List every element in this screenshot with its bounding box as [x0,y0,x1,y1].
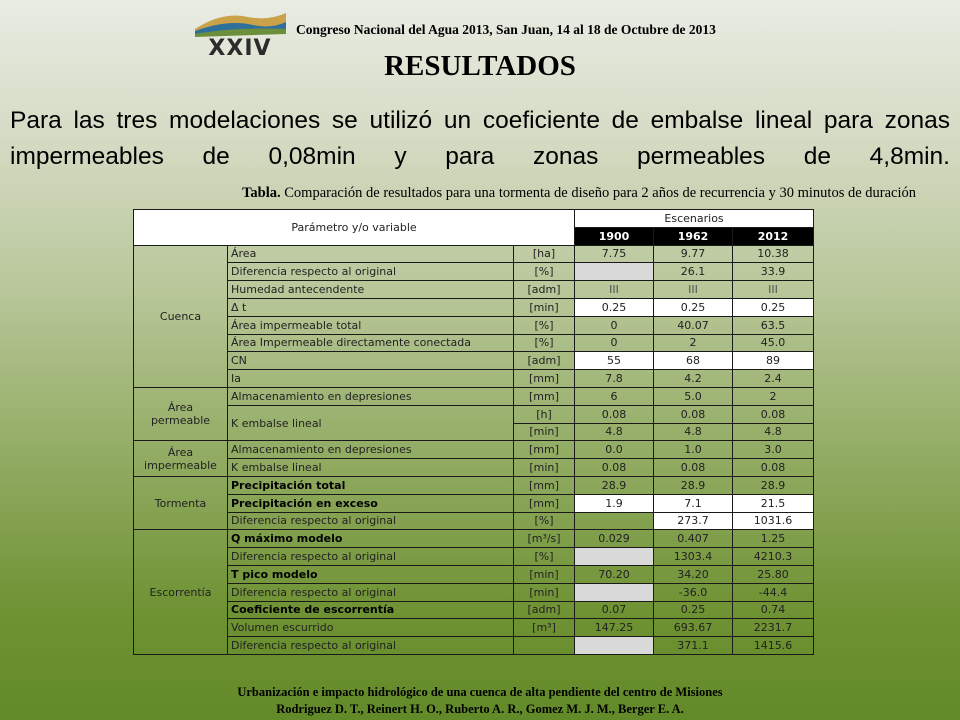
row-label: Área impermeable total [228,316,514,334]
caption-text: Comparación de resultados para una tormenta de diseño para 2 años de recurrencia y 30 minutos de duración [284,185,916,201]
results-table [133,209,814,655]
row-label: Q máximo modelo [228,530,514,548]
table-header-row [134,210,814,228]
value-1962: 28.9 [654,476,733,494]
footer-title: Urbanización e impacto hidrológico de una cuenca de alta pendiente del centro de Misiones [237,685,723,699]
value-1900: 7.8 [575,370,654,388]
row-label: Diferencia respecto al original [228,637,514,655]
table-row [134,494,814,512]
value-2012: 0.74 [733,601,814,619]
value-1900: 55 [575,352,654,370]
value-1962: 693.67 [654,619,733,637]
value-2012: 45.0 [733,334,814,352]
value-1962: 7.1 [654,494,733,512]
value-2012: 89 [733,352,814,370]
value-1900: 0.25 [575,298,654,316]
caption-label: Tabla. [242,185,281,201]
row-label: T pico modelo [228,565,514,583]
value-1900: 0.07 [575,601,654,619]
row-label: Área Impermeable directamente conectada [228,334,514,352]
table-row [134,405,814,423]
row-unit: [mm] [514,476,575,494]
year-2012-header: 2012 [733,227,814,245]
value-2012: 0.25 [733,298,814,316]
table-row [134,583,814,601]
value-1962: 273.7 [654,512,733,530]
value-1962: 5.0 [654,387,733,405]
value-1900: 0 [575,316,654,334]
value-2012: 0.08 [733,405,814,423]
table-row [134,298,814,316]
group-cuenca: Cuenca [134,245,228,387]
value-1962: 0.25 [654,601,733,619]
row-label: CN [228,352,514,370]
table-row [134,441,814,459]
row-label: Almacenamiento en depresiones [228,387,514,405]
value-1900: 0.08 [575,405,654,423]
row-label: K embalse lineal [228,459,514,477]
table-row [134,459,814,477]
value-2012: 63.5 [733,316,814,334]
conference-title: Congreso Nacional del Agua 2013, San Juan, 14 al 18 de Octubre de 2013 [296,22,716,37]
row-label: Humedad antecendente [228,281,514,299]
value-1900: 7.75 [575,245,654,263]
value-2012: 4.8 [733,423,814,441]
row-label: Volumen escurrido [228,619,514,637]
group-area-permeable: Área permeable [134,387,228,440]
value-1900: 0 [575,334,654,352]
value-2012: 1.25 [733,530,814,548]
value-2012: 2 [733,387,814,405]
value-2012: 4210.3 [733,548,814,566]
table-row [134,601,814,619]
value-1900: 6 [575,387,654,405]
table-row [134,565,814,583]
table-row [134,352,814,370]
value-1962: III [654,281,733,299]
row-unit: [min] [514,565,575,583]
value-1962: 40.07 [654,316,733,334]
value-1900: 0.029 [575,530,654,548]
value-1962: -36.0 [654,583,733,601]
group-area-impermeable: Área impermeable [134,441,228,477]
row-label: Precipitación en exceso [228,494,514,512]
page-title: RESULTADOS [384,50,576,82]
table-row [134,334,814,352]
row-unit: [%] [514,334,575,352]
year-1962-header: 1962 [654,227,733,245]
scenarios-header: Escenarios [575,210,814,228]
row-label: Almacenamiento en depresiones [228,441,514,459]
row-unit: [%] [514,548,575,566]
value-1962: 0.407 [654,530,733,548]
value-2012: 28.9 [733,476,814,494]
value-2012: -44.4 [733,583,814,601]
value-1962: 26.1 [654,263,733,281]
row-unit: [mm] [514,441,575,459]
table-row [134,387,814,405]
table-row [134,245,814,263]
row-label: Diferencia respecto al original [228,263,514,281]
row-label: Área [228,245,514,263]
row-unit: [mm] [514,387,575,405]
value-1962: 34.20 [654,565,733,583]
row-unit: [ha] [514,245,575,263]
table-row [134,281,814,299]
table-row [134,316,814,334]
value-1900: 28.9 [575,476,654,494]
param-header: Parámetro y/o variable [134,210,575,246]
value-1962: 68 [654,352,733,370]
value-1962: 0.08 [654,405,733,423]
row-unit: [mm] [514,494,575,512]
table-row [134,637,814,655]
value-1962: 1303.4 [654,548,733,566]
row-unit: [min] [514,423,575,441]
row-unit: [%] [514,263,575,281]
table-row [134,263,814,281]
row-label: Coeficiente de escorrentía [228,601,514,619]
value-1900: 1.9 [575,494,654,512]
value-2012: 3.0 [733,441,814,459]
value-2012: 10.38 [733,245,814,263]
row-unit: [min] [514,583,575,601]
group-tormenta: Tormenta [134,476,228,529]
table-row [134,370,814,388]
table-row [134,619,814,637]
row-label: Precipitación total [228,476,514,494]
table-row [134,548,814,566]
value-2012: 1415.6 [733,637,814,655]
row-unit: [m³/s] [514,530,575,548]
group-escorrentia: Escorrentía [134,530,228,655]
value-1900: 0.0 [575,441,654,459]
value-1900 [575,548,654,566]
value-1962: 9.77 [654,245,733,263]
value-1962: 4.8 [654,423,733,441]
footer-authors: Rodriguez D. T., Reinert H. O., Ruberto A. R., Gomez M. J. M., Berger E. A. [276,702,684,716]
value-1900 [575,512,654,530]
row-label: Δ t [228,298,514,316]
value-2012: 0.08 [733,459,814,477]
logo-text: XXIV [208,36,272,57]
row-unit: [h] [514,405,575,423]
year-1900-header: 1900 [575,227,654,245]
value-1900 [575,263,654,281]
value-1900: 147.25 [575,619,654,637]
value-1962: 371.1 [654,637,733,655]
value-1962: 1.0 [654,441,733,459]
row-unit: [%] [514,512,575,530]
row-label: Ia [228,370,514,388]
table-row [134,476,814,494]
value-2012: III [733,281,814,299]
value-1900 [575,583,654,601]
value-1900 [575,637,654,655]
table-row [134,512,814,530]
row-label: Diferencia respecto al original [228,512,514,530]
value-2012: 1031.6 [733,512,814,530]
value-2012: 21.5 [733,494,814,512]
value-1900: 4.8 [575,423,654,441]
value-1962: 0.25 [654,298,733,316]
value-2012: 2231.7 [733,619,814,637]
value-2012: 2.4 [733,370,814,388]
row-unit: [min] [514,459,575,477]
value-1962: 2 [654,334,733,352]
value-1900: III [575,281,654,299]
row-unit: [adm] [514,601,575,619]
intro-paragraph: Para las tres modelaciones se utilizó un coeficiente de embalse lineal para zonas impermeables de 0,08min y para zonas permeables de 4,8min. [10,107,950,170]
value-1962: 0.08 [654,459,733,477]
value-2012: 25.80 [733,565,814,583]
row-unit: [min] [514,298,575,316]
row-unit [514,637,575,655]
table-row [134,530,814,548]
row-unit: [adm] [514,281,575,299]
value-1962: 4.2 [654,370,733,388]
row-label: K embalse lineal [228,405,514,441]
row-unit: [m³] [514,619,575,637]
row-unit: [%] [514,316,575,334]
value-1900: 0.08 [575,459,654,477]
value-1900: 70.20 [575,565,654,583]
value-2012: 33.9 [733,263,814,281]
row-unit: [adm] [514,352,575,370]
row-label: Diferencia respecto al original [228,583,514,601]
table-caption [0,185,916,202]
row-label: Diferencia respecto al original [228,548,514,566]
row-unit: [mm] [514,370,575,388]
